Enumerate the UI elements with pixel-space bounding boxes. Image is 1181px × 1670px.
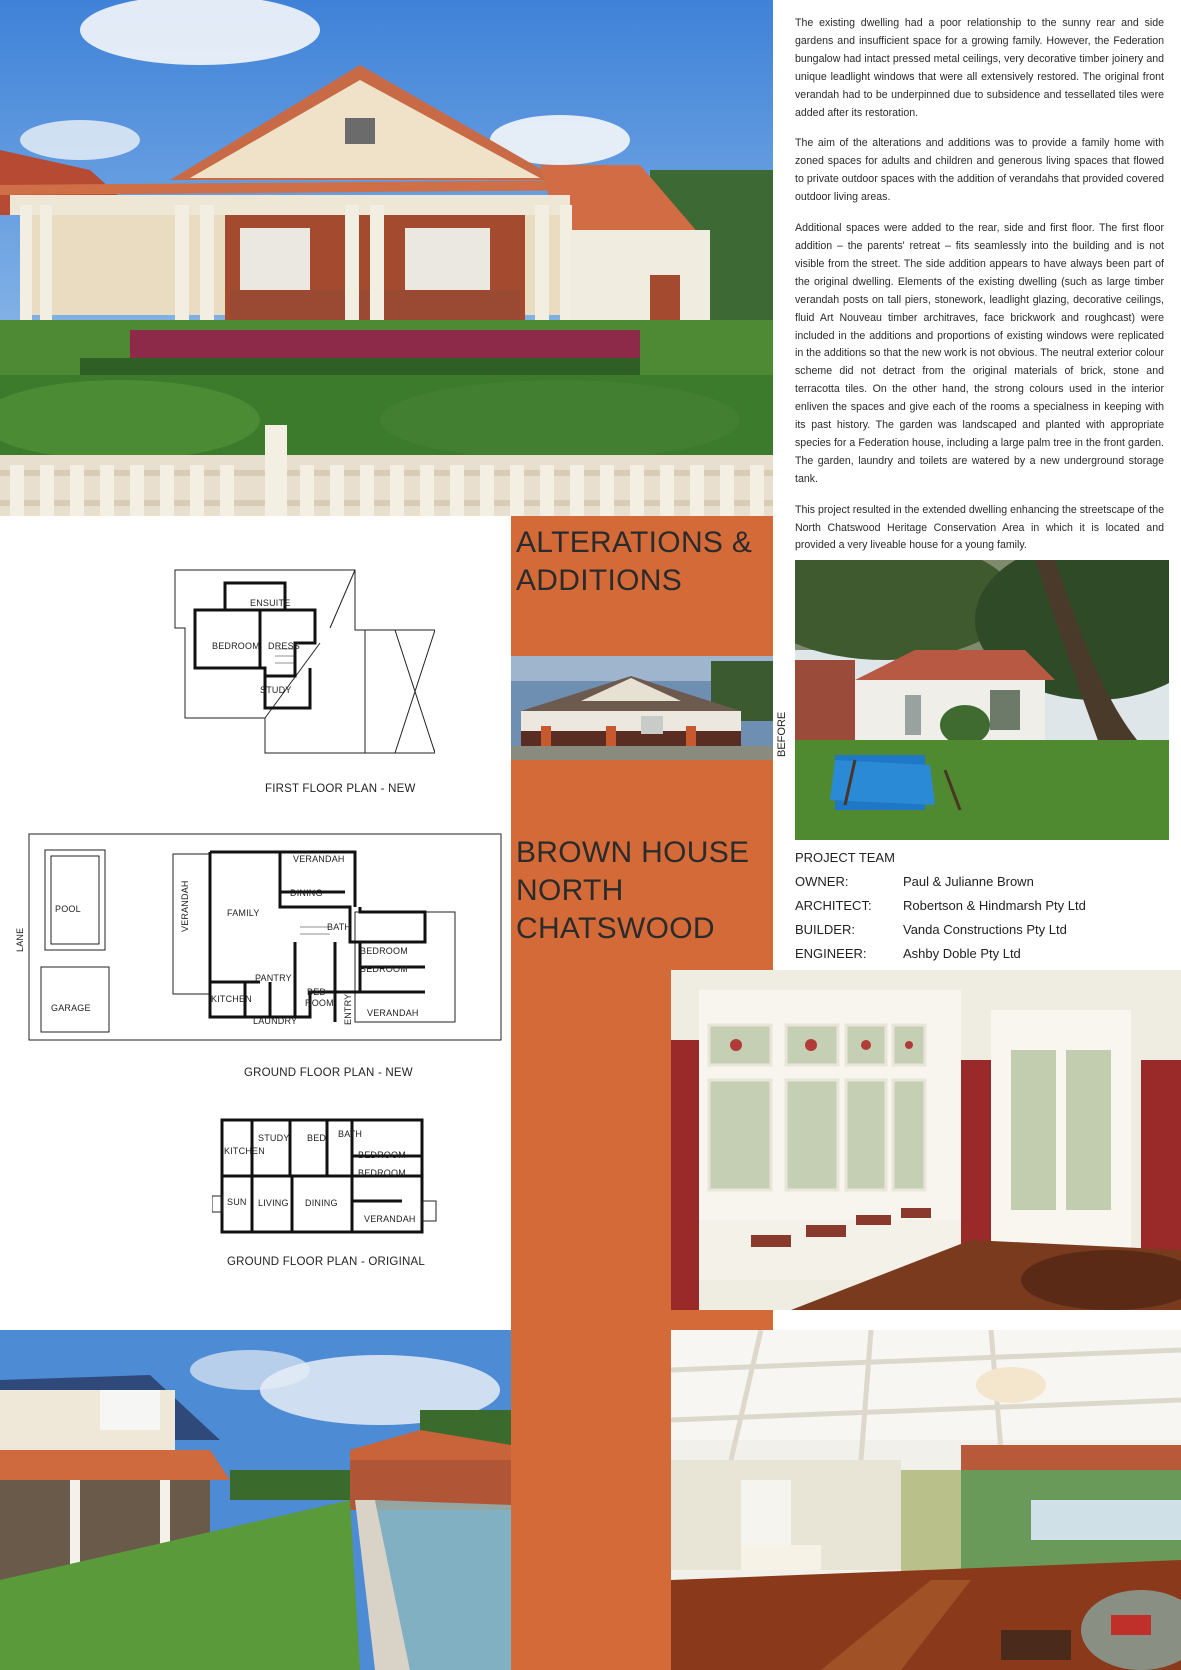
project-title	[516, 834, 749, 948]
team-name: Vanda Constructions Pty Ltd	[903, 922, 1067, 937]
room-label: ENTRY	[343, 993, 353, 1025]
team-row-owner	[795, 870, 1086, 894]
description-paragraph-1: The existing dwelling had a poor relationship to the sunny rear and side gardens and insufficient space for a growing family. However, the Federation bungalow had intact pressed metal ceilings, very decorative timber joinery and unique leadlight windows that were all extensively restored. The original front verandah had to be underpinned due to subsidence and tessellated tiles were added after its restoration.	[795, 17, 1164, 119]
room-label: VERANDAH	[180, 880, 190, 932]
orange-panel-bottom	[511, 1330, 671, 1670]
room-label: SUN	[227, 1197, 247, 1207]
alterations-heading-line-2: ADDITIONS	[516, 564, 683, 597]
room-label: DINING	[305, 1198, 338, 1208]
room-label: BED	[307, 987, 327, 997]
team-role: ARCHITECT:	[795, 898, 872, 913]
room-label: LIVING	[258, 1198, 289, 1208]
ground-floor-plan-original-caption: GROUND FLOOR PLAN - ORIGINAL	[227, 1256, 425, 1268]
room-label: LAUNDRY	[253, 1016, 298, 1026]
room-label: LANE	[15, 927, 25, 952]
before-rear-photo	[795, 560, 1169, 840]
ground-floor-plan-original	[212, 1116, 452, 1238]
team-name: Robertson & Hindmarsh Pty Ltd	[903, 898, 1086, 913]
rear-garden-photo	[0, 1330, 511, 1670]
room-label: BATH	[327, 922, 352, 932]
room-label: BEDROOM	[358, 1168, 406, 1178]
room-label: DINING	[290, 888, 323, 898]
room-label: BEDROOM	[358, 1150, 406, 1160]
alterations-heading-line-1: ALTERATIONS &	[516, 526, 753, 559]
room-label: STUDY	[258, 1133, 290, 1143]
room-label: VERANDAH	[364, 1214, 416, 1224]
first-floor-plan	[170, 568, 435, 755]
project-title-line-2: NORTH	[516, 874, 624, 907]
team-row-builder	[795, 918, 1086, 942]
hero-house-photo	[0, 0, 773, 516]
room-label: BEDROOM	[360, 946, 408, 956]
room-label: PANTRY	[255, 973, 292, 983]
room-label: POOL	[55, 904, 81, 914]
interior-leadlight-photo	[671, 970, 1181, 1310]
room-label: FAMILY	[227, 908, 260, 918]
room-label: BEDROOM	[360, 964, 408, 974]
team-role: BUILDER:	[795, 922, 855, 937]
project-team	[795, 846, 1086, 966]
room-label: BATH	[338, 1129, 363, 1139]
interior-living-photo	[671, 1330, 1181, 1670]
before-label: BEFORE	[776, 711, 788, 757]
team-role: ENGINEER:	[795, 946, 867, 961]
team-name: Ashby Doble Pty Ltd	[903, 946, 1021, 961]
project-team-title: PROJECT TEAM	[795, 850, 895, 865]
project-title-line-1: BROWN HOUSE	[516, 836, 750, 869]
alterations-heading	[516, 524, 752, 600]
team-role: OWNER:	[795, 874, 849, 889]
room-label: ROOM	[305, 998, 334, 1008]
team-name: Paul & Julianne Brown	[903, 874, 1034, 889]
description-paragraph-2: The aim of the alterations and additions was to provide a family home with zoned spaces for adults and children and generous living spaces that flowed to private outdoor spaces with the addition of verandahs that provided covered outdoor living areas.	[795, 137, 1164, 204]
ground-floor-plan-new-caption: GROUND FLOOR PLAN - NEW	[244, 1067, 413, 1079]
project-description	[795, 15, 1164, 568]
room-label: DRESS	[268, 641, 301, 651]
project-title-line-3: CHATSWOOD	[516, 912, 715, 945]
first-floor-plan-caption: FIRST FLOOR PLAN - NEW	[265, 783, 416, 795]
room-label: KITCHEN	[224, 1146, 265, 1156]
room-label: BEDROOM	[212, 641, 260, 651]
team-row-engineer	[795, 942, 1086, 966]
room-label: BED	[307, 1133, 327, 1143]
room-label: KITCHEN	[211, 994, 252, 1004]
room-label: GARAGE	[51, 1003, 91, 1013]
room-label: VERANDAH	[293, 854, 345, 864]
room-label: VERANDAH	[367, 1008, 419, 1018]
description-paragraph-4: This project resulted in the extended dwelling enhancing the streetscape of the North Chatswood Heritage Conservation Area in which it is located and provided a very liveable house for a young family.	[795, 503, 1164, 552]
room-label: ENSUITE	[250, 598, 291, 608]
before-street-photo	[511, 656, 773, 760]
ground-floor-plan-new	[15, 832, 505, 1042]
team-row-architect	[795, 894, 1086, 918]
description-paragraph-3: Additional spaces were added to the rear, side and first floor. The first floor addition – the parents' retreat – fits seamlessly into the building and is not visible from the street. The side addition appears to have always been part of the original dwelling. Elements of the existing dwelling (such as large timber verandah posts on tall piers, stonework, leadlight glazing, decorative ceilings, fluid Art Nouveau timber architraves, face brickwork and roughcast) were included in the additions and proportions of existing windows were replicated in the additions so that the new work is not obvious. The neutral exterior colour scheme did not detract from the original materials of brick, stone and terracotta tiles. On the other hand, the strong colours used in the interior enliven the spaces and give each of the rooms a specialness in keeping with its past history. The garden was landscaped and planted with appropriate species for a Federation house, including a large palm tree in the front garden. The garden, laundry and toilets are watered by a new underground storage tank.	[795, 222, 1164, 485]
room-label: STUDY	[260, 685, 292, 695]
